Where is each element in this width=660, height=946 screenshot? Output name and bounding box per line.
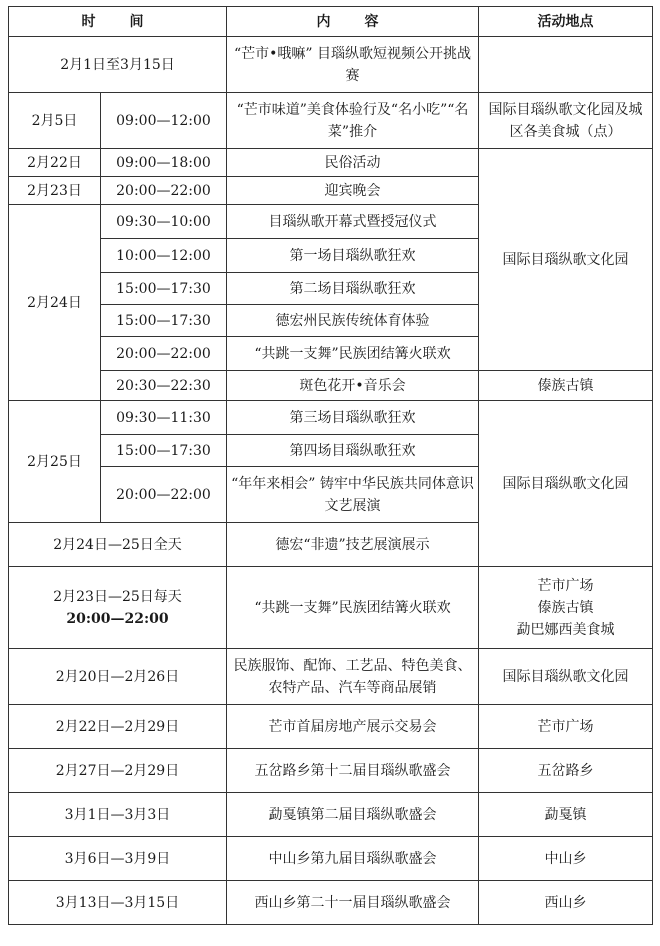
time-cell: 09:30—11:30	[101, 401, 227, 435]
content-cell: 五岔路乡第十二届目瑙纵歌盛会	[227, 749, 479, 793]
table-row	[9, 705, 653, 749]
content-cell: 民族服饰、配饰、工艺品、特色美食、农特产品、汽车等商品展销	[227, 649, 479, 705]
date-cell: 2月22日—2月29日	[9, 705, 227, 749]
content-cell: 民俗活动	[227, 149, 479, 177]
location-cell: 芒市广场	[479, 705, 653, 749]
time-cell: 20:00—22:00	[101, 337, 227, 371]
date-cell: 2月24日—25日全天	[9, 523, 227, 567]
table-row	[9, 793, 653, 837]
content-cell: “年年来相会” 铸牢中华民族共同体意识文艺展演	[227, 467, 479, 523]
date-cell: 3月6日—3月9日	[9, 837, 227, 881]
time-cell: 15:00—17:30	[101, 273, 227, 305]
header-time: 时 间	[9, 7, 227, 37]
table-row	[9, 371, 653, 401]
content-cell: 目瑙纵歌开幕式暨授冠仪式	[227, 205, 479, 239]
time-range: 20:00—22:00	[66, 610, 169, 627]
content-cell: 芒市首届房地产展示交易会	[227, 705, 479, 749]
content-cell: “芒市•哦嘛” 目瑙纵歌短视频公开挑战赛	[227, 37, 479, 93]
time-cell: 20:00—22:00	[101, 177, 227, 205]
location-item: 芒市广场	[537, 577, 594, 594]
location-cell: 国际目瑙纵歌文化园	[479, 149, 653, 371]
content-cell: 德宏州民族传统体育体验	[227, 305, 479, 337]
location-cell: 国际目瑙纵歌文化园及城区各美食城（点）	[479, 93, 653, 149]
date-cell: 3月1日—3月3日	[9, 793, 227, 837]
time-cell: 20:30—22:30	[101, 371, 227, 401]
location-cell: 五岔路乡	[479, 749, 653, 793]
content-cell: 勐戛镇第二届目瑙纵歌盛会	[227, 793, 479, 837]
table-row	[9, 649, 653, 705]
time-cell: 09:00—18:00	[101, 149, 227, 177]
table-row	[9, 37, 653, 93]
header-row	[9, 7, 653, 37]
time-cell: 15:00—17:30	[101, 435, 227, 467]
table-row	[9, 749, 653, 793]
date-cell: 2月5日	[9, 93, 101, 149]
location-item: 勐巴娜西美食城	[516, 621, 615, 638]
content-cell: 中山乡第九届目瑙纵歌盛会	[227, 837, 479, 881]
date-cell: 3月13日—3月15日	[9, 881, 227, 925]
content-cell: “共跳一支舞”民族团结篝火联欢	[227, 337, 479, 371]
location-item: 傣族古镇	[537, 599, 594, 616]
content-cell: 第四场目瑙纵歌狂欢	[227, 435, 479, 467]
event-schedule-table	[8, 6, 653, 925]
header-content: 内 容	[227, 7, 479, 37]
table-row	[9, 93, 653, 149]
time-cell: 15:00—17:30	[101, 305, 227, 337]
date-range: 2月23日—25日每天	[53, 588, 182, 605]
date-cell: 2月24日	[9, 205, 101, 401]
content-cell: 迎宾晚会	[227, 177, 479, 205]
date-cell: 2月20日—2月26日	[9, 649, 227, 705]
time-cell: 10:00—12:00	[101, 239, 227, 273]
date-cell: 2月25日	[9, 401, 101, 523]
time-cell: 20:00—22:00	[101, 467, 227, 523]
date-cell: 2月1日至3月15日	[9, 37, 227, 93]
location-cell: 傣族古镇	[479, 371, 653, 401]
table-row	[9, 149, 653, 177]
header-location: 活动地点	[479, 7, 653, 37]
content-cell: 第一场目瑙纵歌狂欢	[227, 239, 479, 273]
location-cell: 国际目瑙纵歌文化园	[479, 649, 653, 705]
table-row	[9, 401, 653, 435]
content-cell: “共跳一支舞”民族团结篝火联欢	[227, 567, 479, 649]
time-cell: 09:00—12:00	[101, 93, 227, 149]
location-cell-empty	[479, 37, 653, 93]
location-cell: 勐戛镇	[479, 793, 653, 837]
content-cell: 德宏“非遗”技艺展演展示	[227, 523, 479, 567]
content-cell: 斑色花开•音乐会	[227, 371, 479, 401]
content-cell: 第二场目瑙纵歌狂欢	[227, 273, 479, 305]
content-cell: “芒市味道”美食体验行及“名小吃”“名菜”推介	[227, 93, 479, 149]
date-cell	[9, 567, 227, 649]
location-cell: 国际目瑙纵歌文化园	[479, 401, 653, 567]
table-row	[9, 837, 653, 881]
location-cell: 西山乡	[479, 881, 653, 925]
table-row	[9, 881, 653, 925]
location-cell: 中山乡	[479, 837, 653, 881]
date-cell: 2月23日	[9, 177, 101, 205]
content-cell: 西山乡第二十一届目瑙纵歌盛会	[227, 881, 479, 925]
date-cell: 2月27日—2月29日	[9, 749, 227, 793]
location-cell	[479, 567, 653, 649]
time-cell: 09:30—10:00	[101, 205, 227, 239]
table-row	[9, 567, 653, 649]
date-cell: 2月22日	[9, 149, 101, 177]
content-cell: 第三场目瑙纵歌狂欢	[227, 401, 479, 435]
